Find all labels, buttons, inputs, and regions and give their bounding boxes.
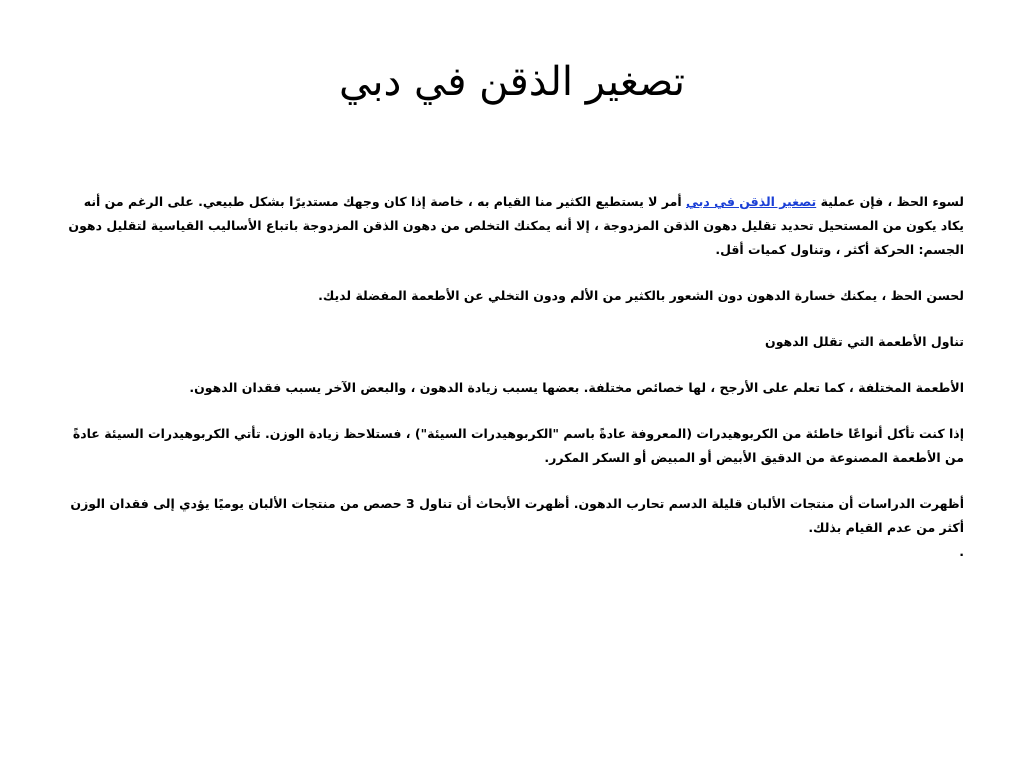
paragraph-bad-carbs: إذا كنت تأكل أنواعًا خاطئة من الكربوهيدرات (المعروفة عادةً باسم "الكربوهيدرات السيئة") ، فستلاحظ زيادة الوزن. تأتي الكربوهيدرات السيئة عادةً من الأطعمة المصنوعة من الدقيق الأبيض أو المبيض أو السكر المكرر. bbox=[72, 426, 964, 465]
chin-reduction-dubai-link[interactable]: تصغير الذقن في دبي bbox=[686, 194, 817, 209]
paragraph-food-properties: الأطعمة المختلفة ، كما تعلم على الأرجح ، لها خصائص مختلفة. بعضها يسبب زيادة الدهون ، والبعض الآخر يسبب فقدان الدهون. bbox=[189, 380, 964, 395]
article-body bbox=[68, 190, 964, 564]
paragraph-intro-text-after: أمر لا يستطيع الكثير منا القيام به ، خاصة إذا كان وجهك مستديرًا بشكل طبيعي. على الرغم من أنه يكاد يكون من المستحيل تحديد تقليل دهون الذقن المزدوجة ، إلا أنه يمكنك التخلص من دهون الذقن المزدوجة باتباع الأساليب القياسية لتقليل دهون الجسم: الحركة أكثر ، وتناول كميات أقل. bbox=[68, 194, 964, 257]
trailing-dot: . bbox=[959, 544, 964, 559]
paragraph-intro bbox=[68, 190, 964, 262]
paragraph-good-news: لحسن الحظ ، يمكنك خسارة الدهون دون الشعور بالكثير من الألم ودون التخلي عن الأطعمة المفضلة لديك. bbox=[318, 288, 964, 303]
paragraph-subheading-fat-reducing-foods: تناول الأطعمة التي تقلل الدهون bbox=[765, 334, 964, 349]
page-title: تصغير الذقن في دبي bbox=[338, 59, 685, 105]
paragraph-intro-text-before: لسوء الحظ ، فإن عملية bbox=[816, 194, 964, 209]
paragraph-dairy: أظهرت الدراسات أن منتجات الألبان قليلة الدسم تحارب الدهون. أظهرت الأبحاث أن تناول 3 حصص من منتجات الألبان يوميًا يؤدي إلى فقدان الوزن أكثر من عدم القيام بذلك. bbox=[70, 496, 964, 535]
